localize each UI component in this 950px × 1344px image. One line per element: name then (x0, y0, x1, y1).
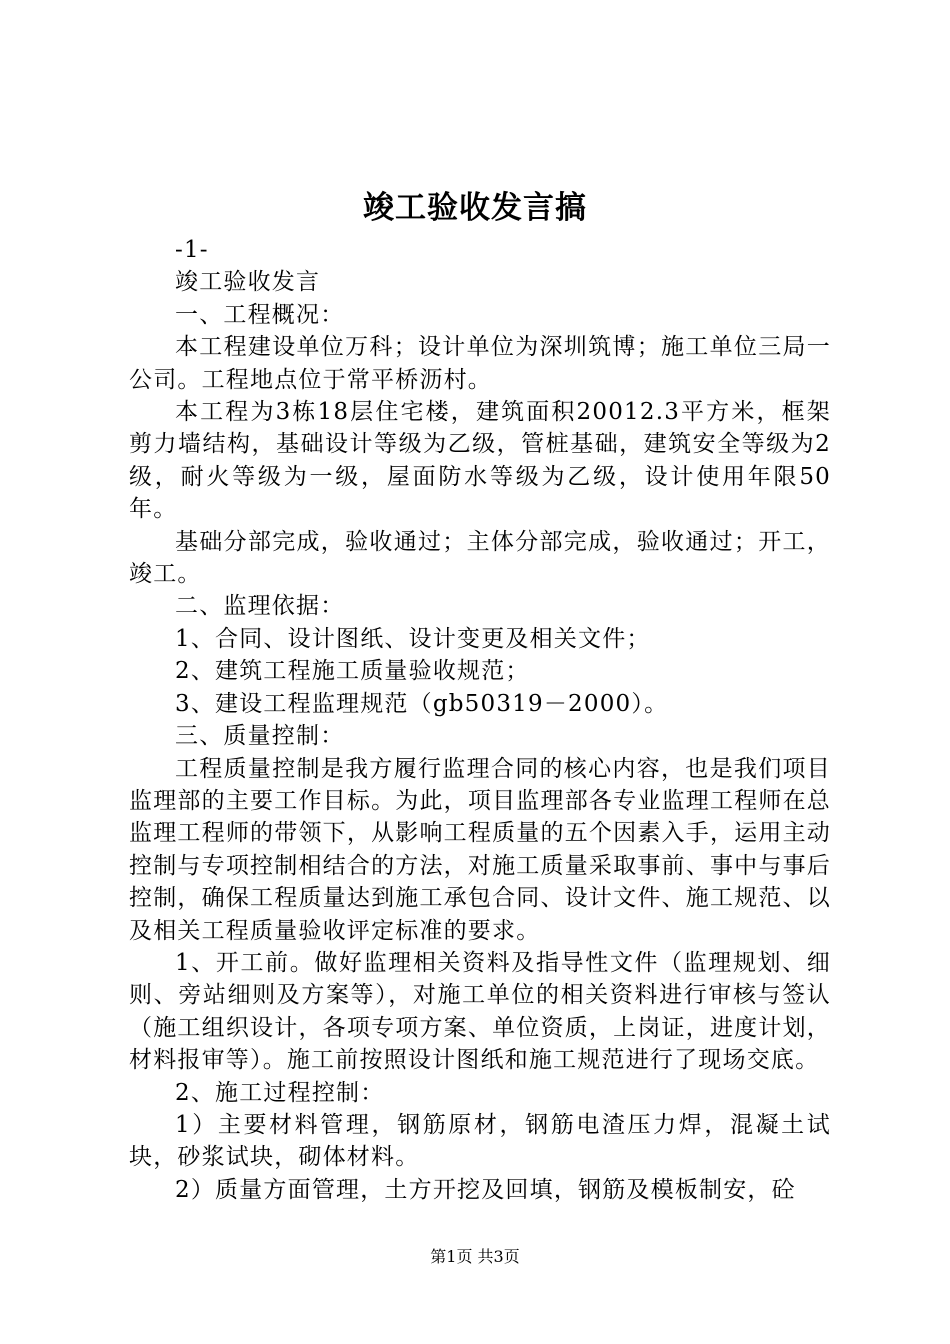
section-heading-basis: 二、监理依据： (175, 593, 345, 620)
document-body (129, 234, 831, 1206)
subheading-process-control: 2、施工过程控制： (175, 1079, 385, 1106)
paragraph-acceptance-status: 基础分部完成，验收通过；主体分部完成，验收通过；开工，竣工。 (129, 528, 831, 588)
list-item-materials: 1）主要材料管理，钢筋原材，钢筋电渣压力焊，混凝土试块，砂浆试块，砌体材料。 (129, 1111, 831, 1171)
list-item-basis-1: 1、合同、设计图纸、设计变更及相关文件； (175, 625, 651, 652)
page-marker: -1- (175, 237, 209, 263)
list-item-basis-3: 3、建设工程监理规范（gb50319－2000）。 (175, 690, 669, 717)
list-item-basis-2: 2、建筑工程施工质量验收规范； (175, 658, 530, 685)
section-heading-quality: 三、质量控制： (175, 723, 345, 750)
subtitle: 竣工验收发言 (175, 269, 321, 296)
paragraph-units: 本工程建设单位万科；设计单位为深圳筑博；施工单位三局一公司。工程地点位于常平桥沥村。 (129, 334, 831, 393)
paragraph-quality-control: 工程质量控制是我方履行监理合同的核心内容，也是我们项目监理部的主要工作目标。为此，项目监理部各专业监理工程师在总监理工程师的带领下，从影响工程质量的五个因素入手，运用主动控制与专项控制相结合的方法，对施工质量采取事前、事中与事后控制，确保工程质量达到施工承包合同、设计文件、施工规范、以及相关工程质量验收评定标准的要求。 (129, 755, 831, 944)
document-title: 竣工验收发言搞 (363, 190, 587, 226)
paragraph-pre-construction: 1、开工前。做好监理相关资料及指导性文件（监理规划、细则、旁站细则及方案等），对施工单位的相关资料进行审核与签认（施工组织设计，各项专项方案、单位资质，上岗证，进度计划，材料报审等）。施工前按照设计图纸和施工规范进行了现场交底。 (129, 949, 831, 1074)
list-item-quality-management: 2）质量方面管理，土方开挖及回填，钢筋及模板制安，砼 (175, 1176, 796, 1203)
paragraph-building-info: 本工程为3栋18层住宅楼，建筑面积20012.3平方米，框架剪力墙结构，基础设计等级为乙级，管桩基础，建筑安全等级为2级，耐火等级为一级，屋面防水等级为乙级，设计使用年限50年。 (129, 399, 831, 523)
section-heading-overview: 一、工程概况： (175, 301, 345, 328)
page-footer: 第1页 共3页 (430, 1247, 520, 1266)
